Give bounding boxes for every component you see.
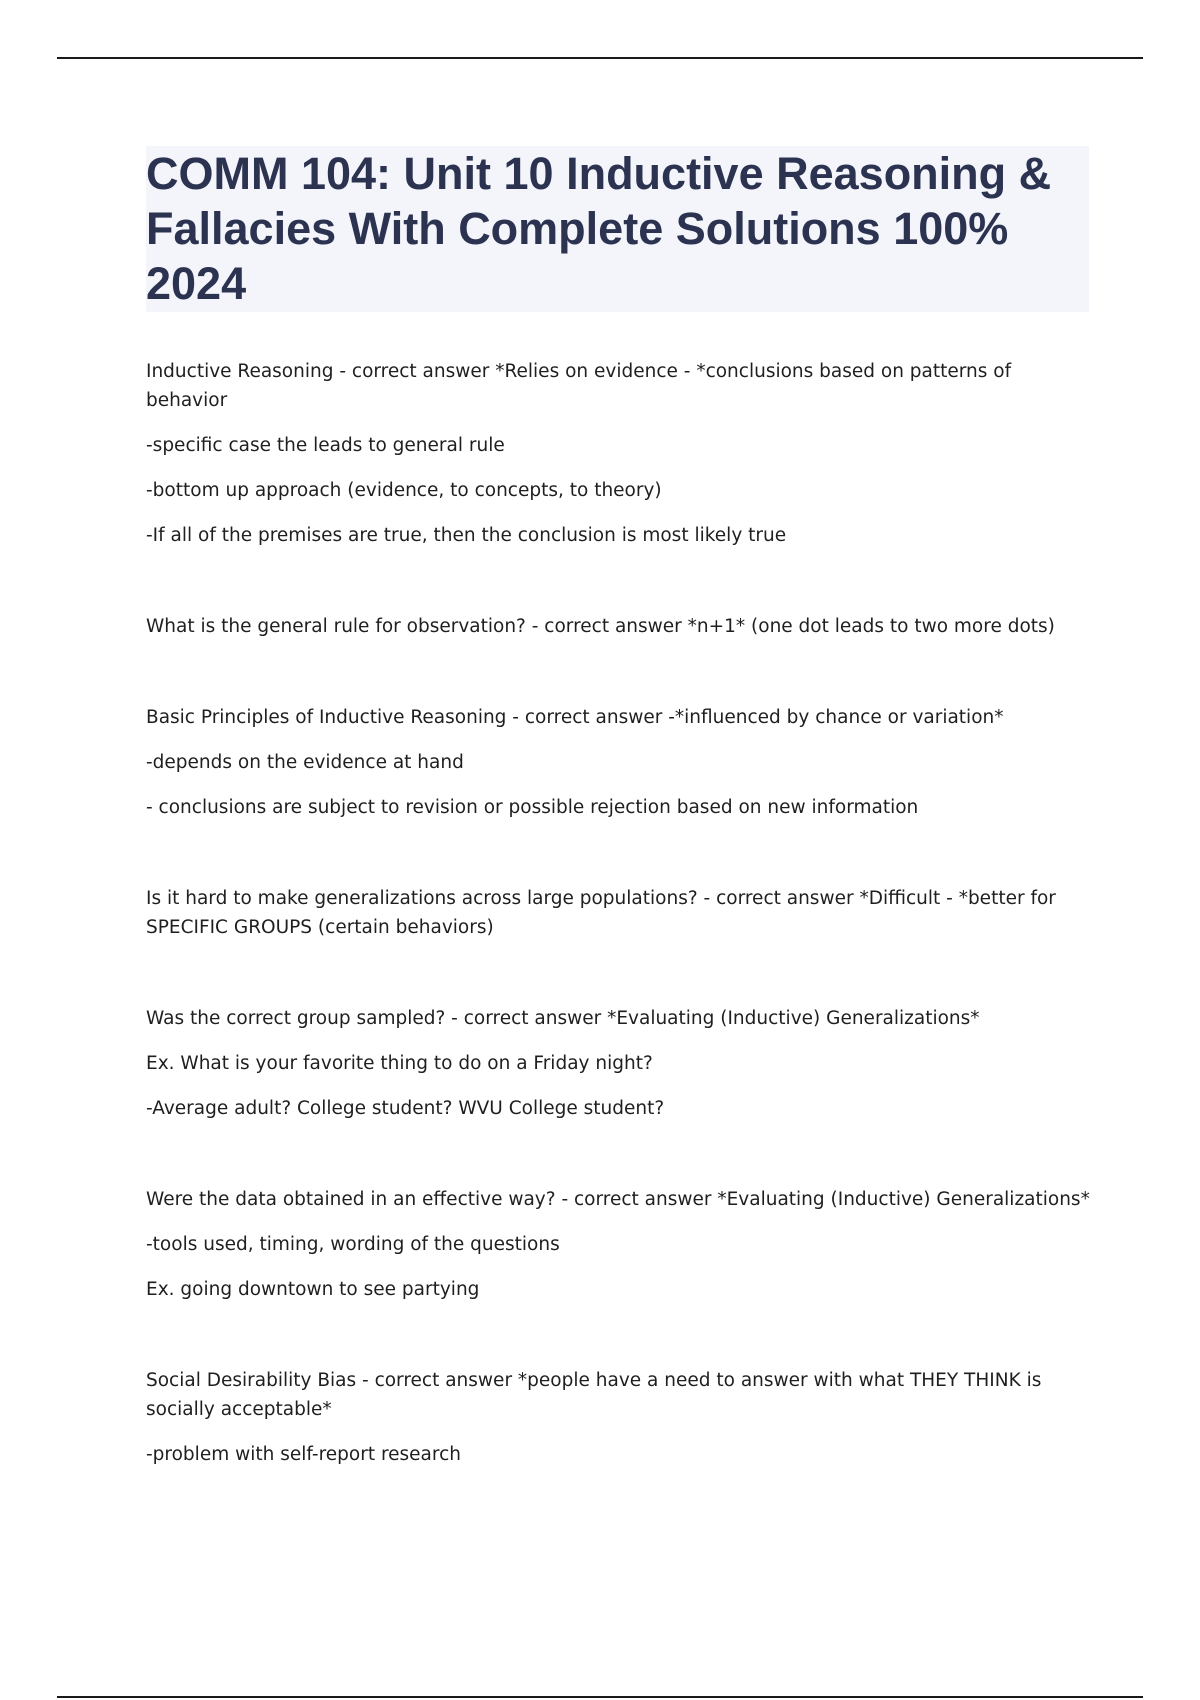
entry-line: Inductive Reasoning - correct answer *Relies on evidence - *conclusions based on patterns of behavior — [146, 361, 1012, 411]
qa-entry — [146, 612, 1096, 641]
entry-line: -Average adult? College student? WVU College student? — [146, 1098, 665, 1119]
entry-line: -problem with self-report research — [146, 1444, 461, 1465]
document-title: COMM 104: Unit 10 Inductive Reasoning & Fallacies With Complete Solutions 100% 2024 — [146, 148, 1052, 309]
entry-line: Is it hard to make generalizations across large populations? - correct answer *Difficult - *better for SPECIFIC GROUPS (certain behaviors) — [146, 888, 1056, 938]
entry-line: -bottom up approach (evidence, to concepts, to theory) — [146, 480, 662, 501]
entry-line: Was the correct group sampled? - correct answer *Evaluating (Inductive) Generalizations* — [146, 1008, 980, 1029]
qa-entry — [146, 357, 1096, 550]
entry-line: -If all of the premises are true, then the conclusion is most likely true — [146, 525, 787, 546]
bottom-divider — [57, 1696, 1143, 1698]
entry-line: -tools used, timing, wording of the questions — [146, 1234, 560, 1255]
entry-line: Basic Principles of Inductive Reasoning - correct answer -*influenced by chance or variation* — [146, 707, 1004, 728]
title-banner — [146, 146, 1089, 312]
document-body — [146, 357, 1096, 1531]
entry-line: Ex. What is your favorite thing to do on a Friday night? — [146, 1053, 653, 1074]
qa-entry — [146, 1366, 1096, 1469]
entry-line: Were the data obtained in an effective way? - correct answer *Evaluating (Inductive) Generalizations* — [146, 1189, 1090, 1210]
qa-entry — [146, 1185, 1096, 1304]
entry-line: Ex. going downtown to see partying — [146, 1279, 480, 1300]
top-divider — [57, 57, 1143, 59]
qa-entry — [146, 703, 1096, 822]
entry-line: Social Desirability Bias - correct answer *people have a need to answer with what THEY THINK is socially acceptable* — [146, 1370, 1042, 1420]
entry-line: What is the general rule for observation? - correct answer *n+1* (one dot leads to two more dots) — [146, 616, 1055, 637]
qa-entry — [146, 884, 1096, 942]
entry-line: -specific case the leads to general rule — [146, 435, 505, 456]
qa-entry — [146, 1004, 1096, 1123]
entry-line: - conclusions are subject to revision or possible rejection based on new information — [146, 797, 919, 818]
entry-line: -depends on the evidence at hand — [146, 752, 464, 773]
